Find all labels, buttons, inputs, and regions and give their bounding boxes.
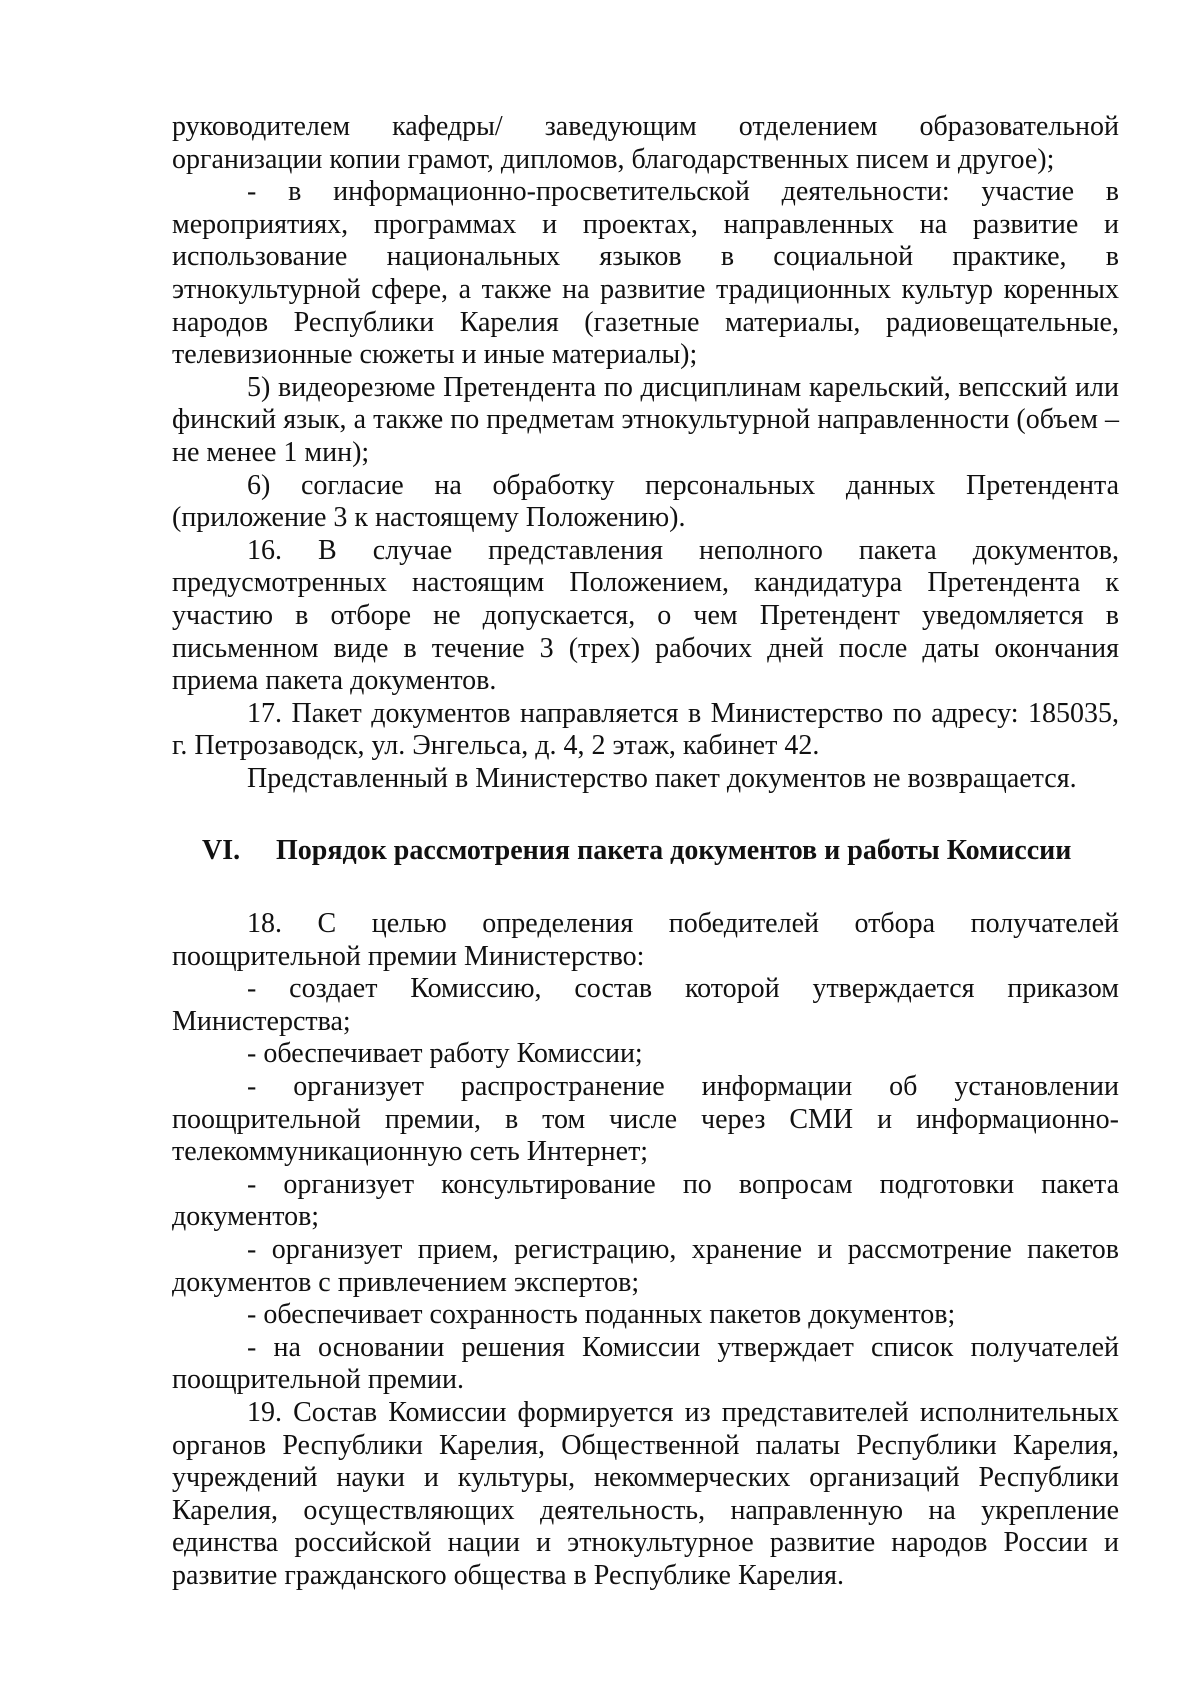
- paragraph: - организует распространение информации об установлении поощрительной премии, в том числе через СМИ и информационно-телекоммуникационную сеть Интернет;: [172, 1071, 1119, 1168]
- paragraph: - создает Комиссию, состав которой утверждается приказом Министерства;: [172, 973, 1119, 1037]
- document-page: [172, 111, 1119, 1593]
- body-text-before-section: [172, 111, 1119, 795]
- paragraph: руководителем кафедры/ заведующим отделением образовательной организации копии грамот, дипломов, благодарственных писем и другое);: [172, 111, 1119, 175]
- section-title: Порядок рассмотрения пакета документов и работы Комиссии: [276, 835, 1072, 867]
- paragraph: - организует консультирование по вопросам подготовки пакета документов;: [172, 1168, 1119, 1233]
- body-text-after-section: [172, 908, 1119, 1592]
- paragraph: - организует прием, регистрацию, хранение и рассмотрение пакетов документов с привлечением экспертов;: [172, 1234, 1119, 1298]
- section-number: VI.: [202, 835, 241, 867]
- paragraph: 19. Состав Комиссии формируется из представителей исполнительных органов Республики Карелия, Общественной палаты Республики Карелия, учреждений науки и культуры, некоммерческих организаций Республики Карелия, осуществляющих деятельность, направленную на укрепление единства российской нации и этнокультурное развитие народов России и развитие гражданского общества в Республике Карелия.: [172, 1396, 1119, 1591]
- paragraph: - на основании решения Комиссии утверждает список получателей поощрительной премии.: [172, 1331, 1119, 1396]
- paragraph: 5) видеорезюме Претендента по дисциплинам карельский, вепсский или финский язык, а также по предметам этнокультурной направленности (объем – не менее 1 мин);: [172, 371, 1119, 468]
- paragraph: - обеспечивает сохранность поданных пакетов документов;: [247, 1299, 956, 1331]
- paragraph: - в информационно-просветительской деятельности: участие в мероприятиях, программах и проектах, направленных на развитие и использование национальных языков в социальной практике, в этнокультурной сфере, а также на развитие традиционных культур коренных народов Республики Карелия (газетные материалы, радиовещательные, телевизионные сюжеты и иные материалы);: [172, 176, 1119, 371]
- section-heading: [172, 835, 1119, 868]
- paragraph: Представленный в Министерство пакет документов не возвращается.: [247, 762, 1077, 794]
- paragraph: - обеспечивает работу Комиссии;: [247, 1038, 643, 1070]
- paragraph: 18. С целью определения победителей отбора получателей поощрительной премии Министерство:: [172, 908, 1119, 972]
- paragraph: 6) согласие на обработку персональных данных Претендента (приложение 3 к настоящему Положению).: [172, 469, 1119, 534]
- paragraph: 17. Пакет документов направляется в Министерство по адресу: 185035, г. Петрозаводск, ул. Энгельса, д. 4, 2 этаж, кабинет 42.: [172, 697, 1119, 762]
- paragraph: 16. В случае представления неполного пакета документов, предусмотренных настоящим Положением, кандидатура Претендента к участию в отборе не допускается, о чем Претендент уведомляется в письменном виде в течение 3 (трех) рабочих дней после даты окончания приема пакета документов.: [172, 534, 1119, 697]
